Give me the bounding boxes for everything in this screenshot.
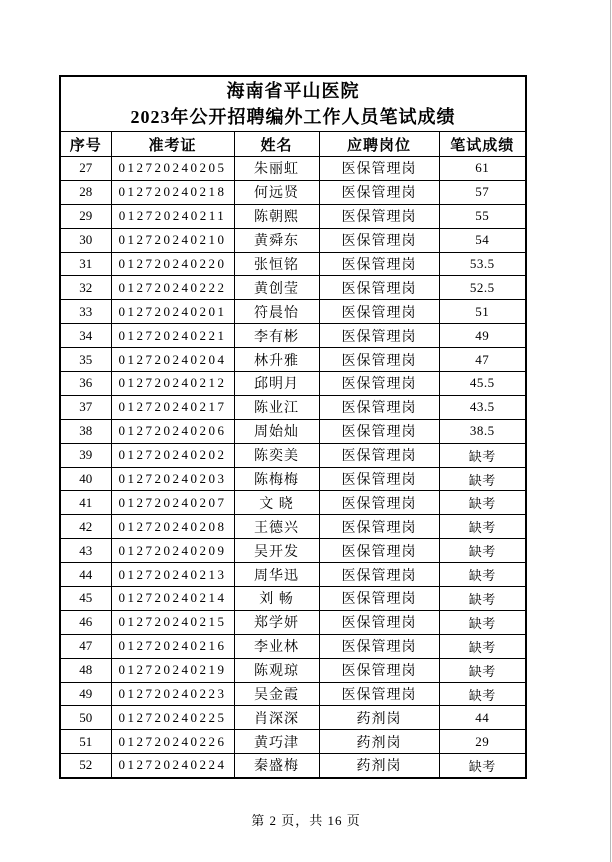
cell-name: 秦盛梅 (234, 754, 319, 778)
cell-ticket: 012720240203 (111, 467, 234, 491)
table-row (60, 658, 526, 682)
cell-ticket: 012720240224 (111, 754, 234, 778)
cell-position: 医保管理岗 (319, 491, 439, 515)
cell-no: 28 (60, 180, 111, 204)
cell-score: 缺考 (439, 610, 526, 634)
cell-score: 38.5 (439, 419, 526, 443)
cell-no: 44 (60, 563, 111, 587)
col-header-score: 笔试成绩 (439, 132, 526, 157)
cell-score: 45.5 (439, 372, 526, 396)
cell-name: 李有彬 (234, 324, 319, 348)
cell-score: 43.5 (439, 395, 526, 419)
table-row (60, 324, 526, 348)
cell-no: 31 (60, 252, 111, 276)
results-table (59, 75, 527, 779)
cell-ticket: 012720240217 (111, 395, 234, 419)
title-line-1: 海南省平山医院 (226, 80, 360, 101)
cell-score: 61 (439, 157, 526, 181)
cell-score: 29 (439, 730, 526, 754)
cell-no: 32 (60, 276, 111, 300)
cell-position: 医保管理岗 (319, 204, 439, 228)
cell-ticket: 012720240214 (111, 587, 234, 611)
cell-name: 何远贤 (234, 180, 319, 204)
table-row (60, 587, 526, 611)
cell-no: 50 (60, 706, 111, 730)
cell-name: 吴金霞 (234, 682, 319, 706)
cell-score: 54 (439, 228, 526, 252)
cell-position: 医保管理岗 (319, 180, 439, 204)
cell-no: 30 (60, 228, 111, 252)
cell-no: 52 (60, 754, 111, 778)
cell-name: 周华迅 (234, 563, 319, 587)
cell-ticket: 012720240225 (111, 706, 234, 730)
cell-no: 29 (60, 204, 111, 228)
cell-name: 朱丽虹 (234, 157, 319, 181)
page-edge-line (610, 0, 611, 862)
cell-name: 李业林 (234, 634, 319, 658)
cell-no: 46 (60, 610, 111, 634)
cell-name: 吴开发 (234, 539, 319, 563)
cell-score: 缺考 (439, 563, 526, 587)
cell-score: 49 (439, 324, 526, 348)
cell-ticket: 012720240209 (111, 539, 234, 563)
cell-position: 医保管理岗 (319, 658, 439, 682)
cell-ticket: 012720240211 (111, 204, 234, 228)
cell-no: 51 (60, 730, 111, 754)
table-row (60, 539, 526, 563)
cell-score: 缺考 (439, 515, 526, 539)
table-row (60, 276, 526, 300)
cell-ticket: 012720240220 (111, 252, 234, 276)
cell-no: 49 (60, 682, 111, 706)
table-row (60, 300, 526, 324)
cell-position: 医保管理岗 (319, 515, 439, 539)
table-row (60, 204, 526, 228)
cell-name: 黄舜东 (234, 228, 319, 252)
table-row (60, 419, 526, 443)
table-row (60, 515, 526, 539)
cell-no: 37 (60, 395, 111, 419)
cell-no: 36 (60, 372, 111, 396)
cell-no: 45 (60, 587, 111, 611)
cell-score: 缺考 (439, 491, 526, 515)
table-row (60, 754, 526, 778)
cell-ticket: 012720240219 (111, 658, 234, 682)
cell-position: 医保管理岗 (319, 252, 439, 276)
cell-score: 57 (439, 180, 526, 204)
cell-no: 34 (60, 324, 111, 348)
cell-score: 缺考 (439, 658, 526, 682)
cell-ticket: 012720240205 (111, 157, 234, 181)
cell-name: 黄创莹 (234, 276, 319, 300)
cell-score: 53.5 (439, 252, 526, 276)
cell-no: 48 (60, 658, 111, 682)
cell-position: 医保管理岗 (319, 324, 439, 348)
cell-ticket: 012720240213 (111, 563, 234, 587)
cell-position: 医保管理岗 (319, 157, 439, 181)
cell-ticket: 012720240226 (111, 730, 234, 754)
cell-ticket: 012720240204 (111, 348, 234, 372)
cell-name: 刘 畅 (234, 587, 319, 611)
cell-position: 医保管理岗 (319, 587, 439, 611)
cell-no: 47 (60, 634, 111, 658)
table-row (60, 443, 526, 467)
cell-position: 医保管理岗 (319, 276, 439, 300)
cell-ticket: 012720240201 (111, 300, 234, 324)
cell-name: 陈奕美 (234, 443, 319, 467)
table-row (60, 730, 526, 754)
cell-position: 药剂岗 (319, 754, 439, 778)
cell-ticket: 012720240206 (111, 419, 234, 443)
col-header-index: 序号 (60, 132, 111, 157)
cell-score: 缺考 (439, 634, 526, 658)
cell-name: 陈观琼 (234, 658, 319, 682)
cell-score: 44 (439, 706, 526, 730)
cell-name: 陈朝熙 (234, 204, 319, 228)
cell-position: 医保管理岗 (319, 610, 439, 634)
table-row (60, 372, 526, 396)
cell-name: 张恒铭 (234, 252, 319, 276)
table-row (60, 252, 526, 276)
table-row (60, 563, 526, 587)
cell-score: 缺考 (439, 587, 526, 611)
cell-score: 55 (439, 204, 526, 228)
cell-score: 47 (439, 348, 526, 372)
cell-ticket: 012720240212 (111, 372, 234, 396)
cell-no: 43 (60, 539, 111, 563)
cell-score: 52.5 (439, 276, 526, 300)
cell-no: 35 (60, 348, 111, 372)
cell-score: 51 (439, 300, 526, 324)
cell-position: 医保管理岗 (319, 372, 439, 396)
col-header-ticket: 准考证 (111, 132, 234, 157)
cell-no: 39 (60, 443, 111, 467)
table-row (60, 634, 526, 658)
cell-position: 医保管理岗 (319, 228, 439, 252)
table-header-row (60, 132, 526, 157)
cell-position: 医保管理岗 (319, 419, 439, 443)
cell-score: 缺考 (439, 443, 526, 467)
cell-score: 缺考 (439, 754, 526, 778)
cell-no: 33 (60, 300, 111, 324)
cell-name: 郑学妍 (234, 610, 319, 634)
table-row (60, 491, 526, 515)
table-row (60, 348, 526, 372)
cell-no: 41 (60, 491, 111, 515)
document-title (60, 76, 526, 132)
cell-name: 黄巧津 (234, 730, 319, 754)
cell-name: 肖深深 (234, 706, 319, 730)
col-header-position: 应聘岗位 (319, 132, 439, 157)
cell-ticket: 012720240218 (111, 180, 234, 204)
cell-position: 医保管理岗 (319, 634, 439, 658)
cell-position: 医保管理岗 (319, 467, 439, 491)
table-row (60, 706, 526, 730)
cell-position: 医保管理岗 (319, 563, 439, 587)
cell-position: 药剂岗 (319, 730, 439, 754)
cell-position: 医保管理岗 (319, 539, 439, 563)
cell-no: 42 (60, 515, 111, 539)
cell-name: 周始灿 (234, 419, 319, 443)
title-row (60, 76, 526, 132)
cell-name: 王德兴 (234, 515, 319, 539)
title-line-2: 2023年公开招聘编外工作人员笔试成绩 (130, 107, 456, 127)
table-row (60, 228, 526, 252)
table-row (60, 610, 526, 634)
table-row (60, 395, 526, 419)
page-number-footer: 第 2 页，共 16 页 (251, 813, 361, 828)
cell-position: 医保管理岗 (319, 682, 439, 706)
cell-name: 陈业江 (234, 395, 319, 419)
cell-position: 药剂岗 (319, 706, 439, 730)
cell-ticket: 012720240208 (111, 515, 234, 539)
cell-ticket: 012720240207 (111, 491, 234, 515)
cell-no: 38 (60, 419, 111, 443)
cell-position: 医保管理岗 (319, 395, 439, 419)
table-row (60, 682, 526, 706)
cell-ticket: 012720240216 (111, 634, 234, 658)
cell-name: 符晨怡 (234, 300, 319, 324)
cell-ticket: 012720240215 (111, 610, 234, 634)
cell-no: 40 (60, 467, 111, 491)
cell-name: 邱明月 (234, 372, 319, 396)
cell-ticket: 012720240223 (111, 682, 234, 706)
table-row (60, 157, 526, 181)
cell-score: 缺考 (439, 682, 526, 706)
table-row (60, 180, 526, 204)
cell-position: 医保管理岗 (319, 443, 439, 467)
cell-score: 缺考 (439, 539, 526, 563)
cell-name: 林升雅 (234, 348, 319, 372)
cell-position: 医保管理岗 (319, 348, 439, 372)
cell-score: 缺考 (439, 467, 526, 491)
cell-position: 医保管理岗 (319, 300, 439, 324)
cell-name: 陈梅梅 (234, 467, 319, 491)
cell-ticket: 012720240210 (111, 228, 234, 252)
cell-name: 文 晓 (234, 491, 319, 515)
cell-ticket: 012720240221 (111, 324, 234, 348)
cell-no: 27 (60, 157, 111, 181)
col-header-name: 姓名 (234, 132, 319, 157)
cell-ticket: 012720240222 (111, 276, 234, 300)
cell-ticket: 012720240202 (111, 443, 234, 467)
table-row (60, 467, 526, 491)
